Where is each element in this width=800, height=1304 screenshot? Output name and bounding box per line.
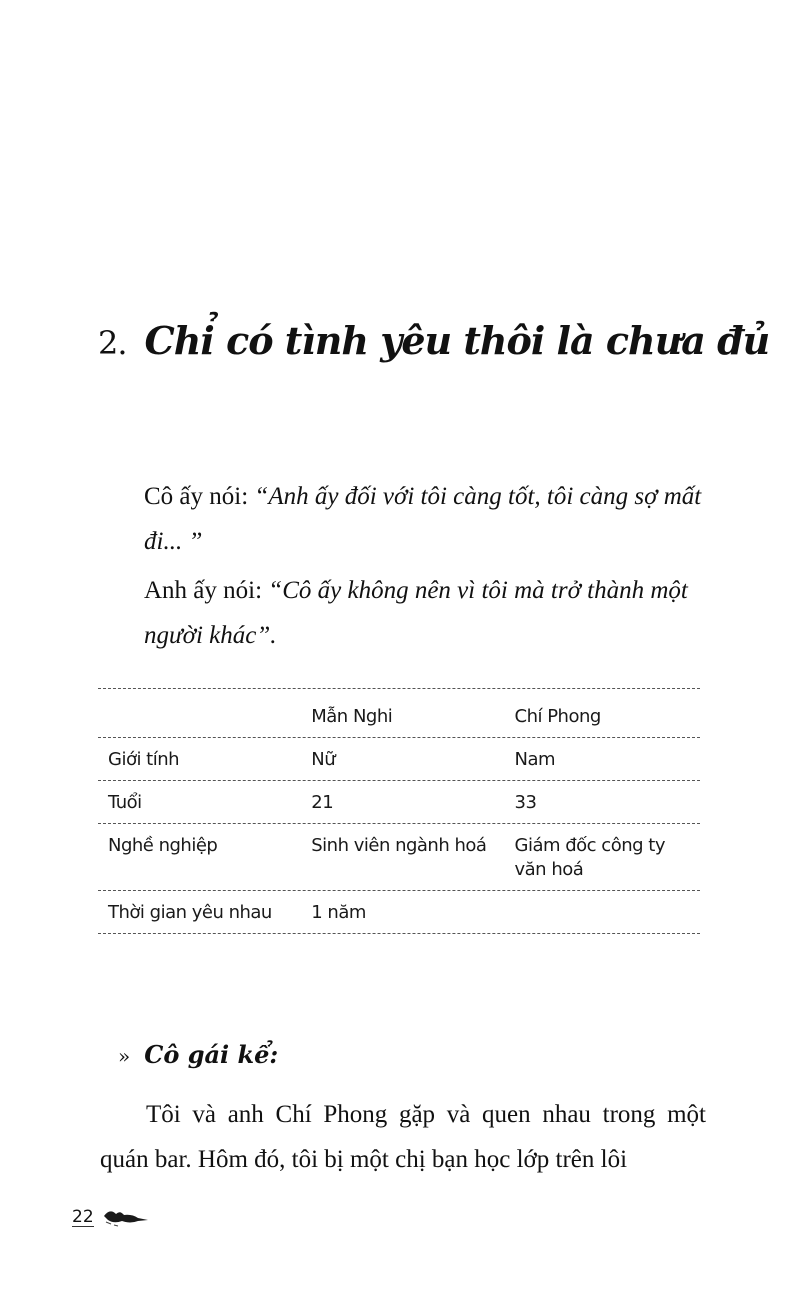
table-cell: 1 năm [311,902,366,923]
page-footer [72,1206,152,1228]
chapter-heading [98,318,769,363]
table-row [98,891,700,934]
table-cell: Giới tính [108,749,180,770]
table-cell [505,891,701,933]
quote-text: “Cô ấy không nên vì tôi mà trở thành một người khác”. [144,577,688,649]
quote-lead: Anh ấy nói: [144,577,269,604]
table-cell: Nghề nghiệp [108,835,218,856]
table-cell: Sinh viên ngành hoá [311,835,487,856]
table-header-cell: Mẫn Nghi [311,706,393,727]
table-row [98,781,700,824]
quote-him [144,568,704,658]
table-cell: Nữ [311,749,336,770]
section-marker: » [118,1044,131,1068]
table-cell: Nam [514,749,556,770]
body-paragraph: Tôi và anh Chí Phong gặp và quen nhau trong một quán bar. Hôm đó, tôi bị một chị bạn học lớp trên lôi [100,1101,706,1173]
swallow-icon [102,1206,152,1228]
table-header-cell [98,689,301,737]
table-header-cell: Chí Phong [514,706,601,727]
table-cell: 33 [514,792,537,813]
quote-her [144,474,704,564]
chapter-title: Chỉ có tình yêu thôi là chưa đủ [144,318,770,363]
section-title: Cô gái kể: [144,1040,279,1069]
table-cell: Tuổi [108,792,142,813]
table-row [98,824,700,891]
table-row [98,738,700,781]
page-number: 22 [72,1206,94,1227]
profile-table [98,688,700,934]
quote-text: “Anh ấy đối với tôi càng tốt, tôi càng sợ mất đi... ” [144,483,702,555]
quote-lead: Cô ấy nói: [144,483,255,510]
table-cell: Thời gian yêu nhau [108,902,272,923]
table-cell: 21 [311,792,334,813]
table-header-row [98,689,700,738]
chapter-number: 2. [98,324,127,362]
table-cell: Giám đốc công ty văn hoá [514,835,665,880]
section-heading [118,1040,278,1069]
